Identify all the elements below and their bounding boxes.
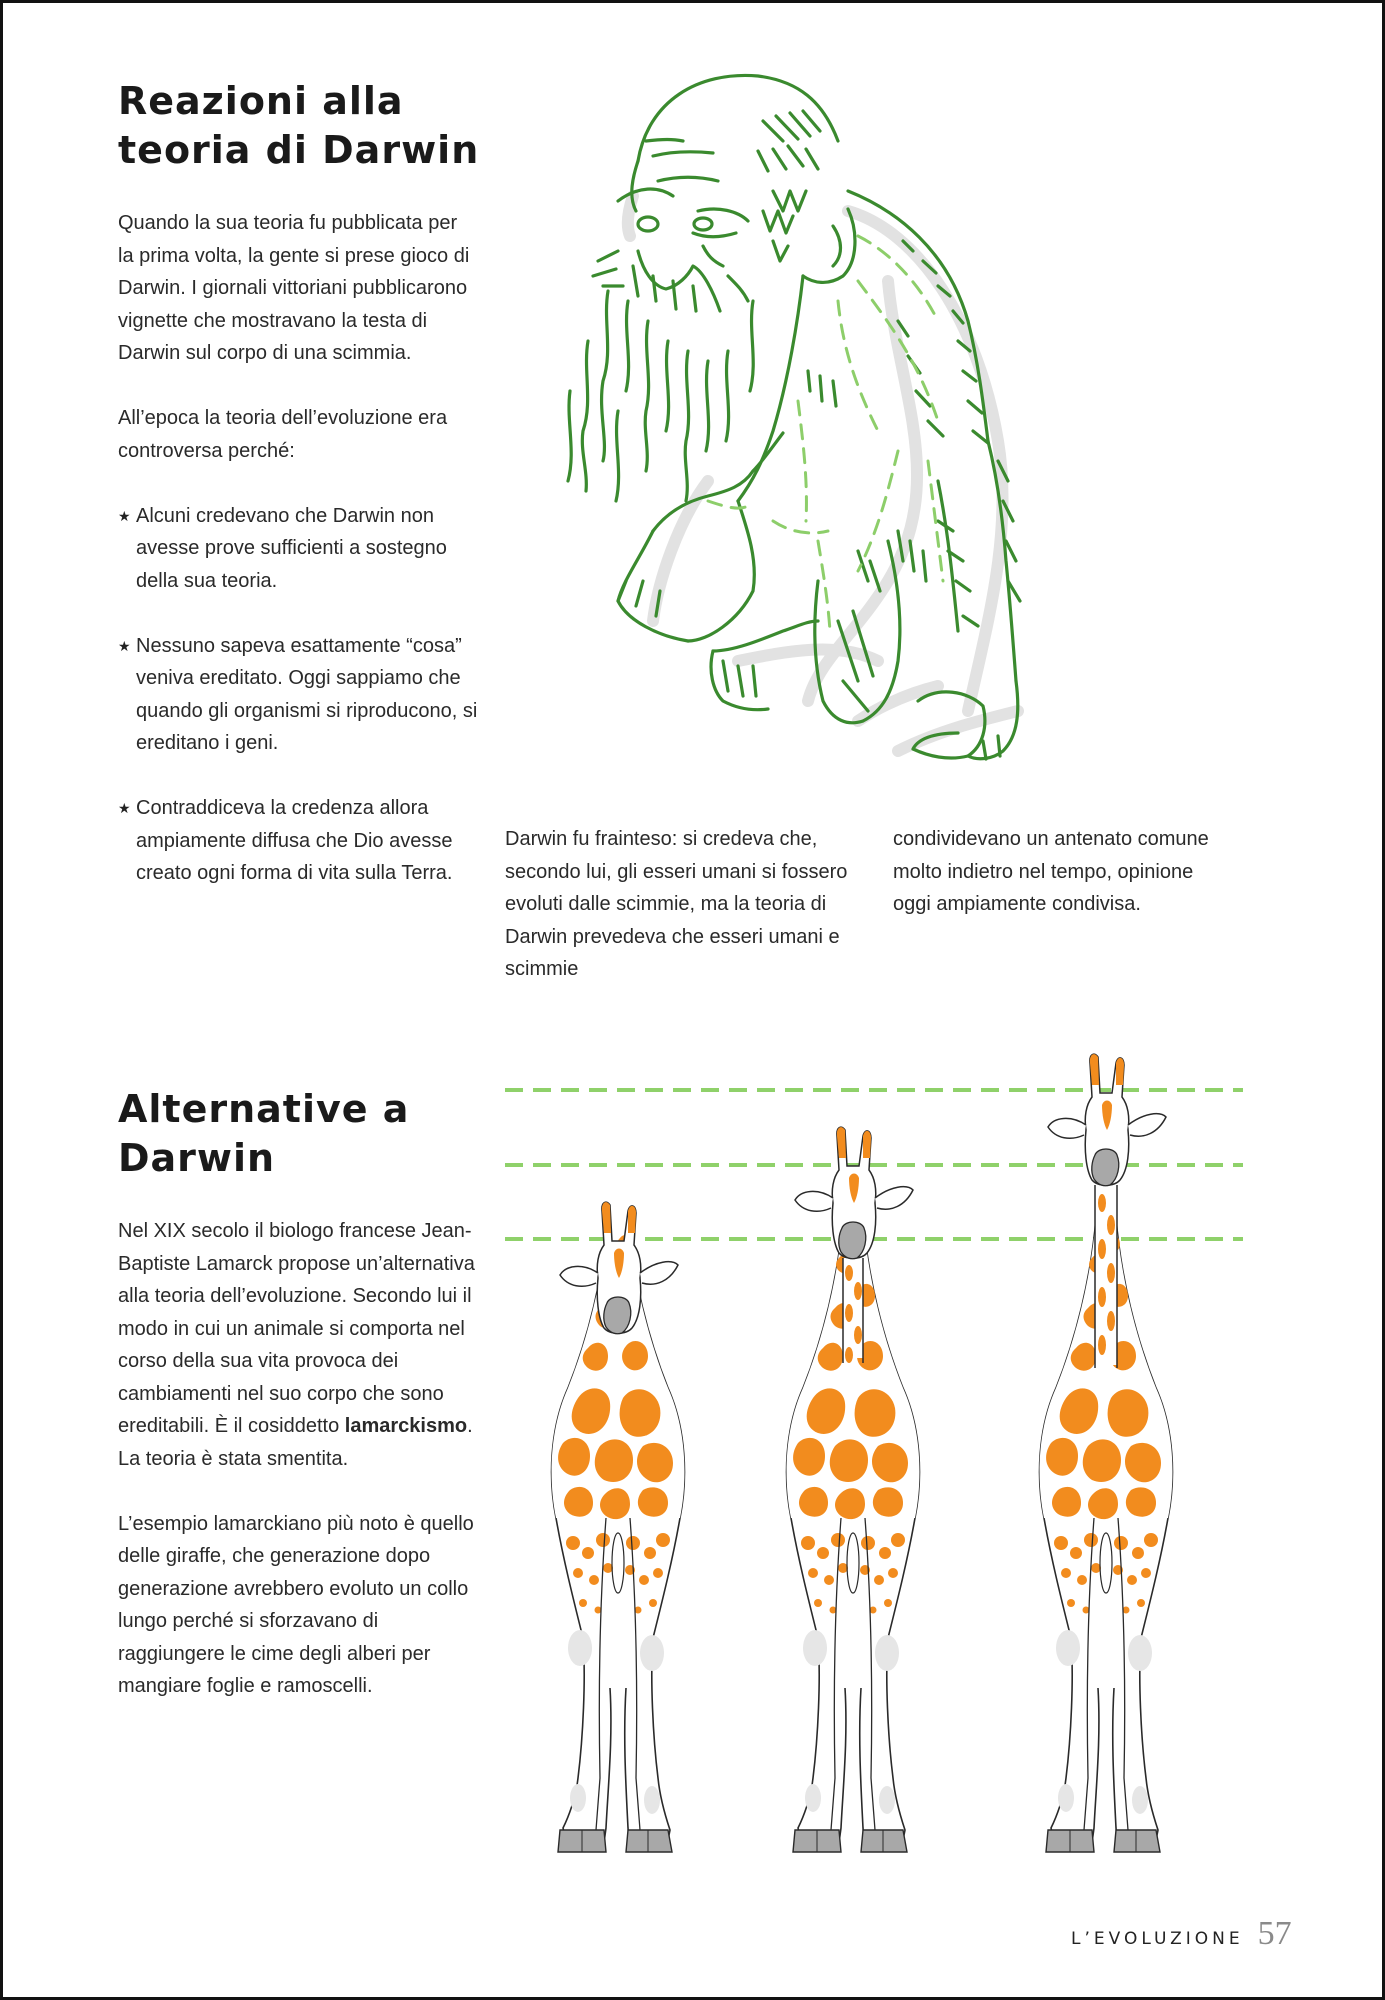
section2-left-column xyxy=(118,1215,478,1735)
page-footer xyxy=(1071,1915,1292,1953)
bullet-item xyxy=(118,630,478,760)
giraffe-long-neck xyxy=(1040,1054,1173,1852)
intro-paragraph: Quando la sua teoria fu pubblicata per la prima volta, la gente si prese gioco di Darwin. I giornali vittoriani pubblicarono vignette che mostravano la testa di Darwin sul corpo di una scimmia. xyxy=(118,212,470,364)
lead-paragraph: All’epoca la teoria dell’evoluzione era controversa perché: xyxy=(118,407,448,462)
section-title-reazioni xyxy=(118,77,479,175)
running-section-name: L’EVOLUZIONE xyxy=(1071,1929,1244,1949)
title-line: Alternative a xyxy=(118,1087,410,1131)
page-number: 57 xyxy=(1257,1915,1292,1952)
section1-left-column xyxy=(118,207,478,922)
giraffe-short-neck xyxy=(552,1202,685,1852)
caption-column-2: condividevano un antenato comune molto indietro nel tempo, opinione oggi ampiamente condivisa. xyxy=(893,828,1209,915)
title-line: Reazioni alla xyxy=(118,79,404,123)
giraffe-medium-neck xyxy=(787,1127,920,1852)
title-line: teoria di Darwin xyxy=(118,128,480,172)
darwin-ape-illustration xyxy=(558,61,1078,781)
bullet-text: Nessuno sapeva esattamente “cosa” veniva ereditato. Oggi sappiamo che quando gli organismi si riproducono, si ereditano i geni. xyxy=(136,634,478,754)
bullet-item xyxy=(118,792,478,890)
giraffe-paragraph: L’esempio lamarckiano più noto è quello delle giraffe, che generazione dopo generazione avrebbero evoluto un collo lungo perché si sforzavano di raggiungere le cime degli alberi per mangiare foglie e ramoscelli. xyxy=(118,1512,474,1697)
bullet-text: Alcuni credevano che Darwin non avesse prove sufficienti a sostegno della sua teoria. xyxy=(136,504,447,592)
title-line: Darwin xyxy=(118,1136,276,1180)
giraffe-illustration xyxy=(493,1063,1263,1863)
lamarck-paragraph xyxy=(118,1215,478,1475)
star-icon: ★ xyxy=(118,637,131,654)
caption-column-1: Darwin fu frainteso: si credeva che, secondo lui, gli esseri umani si fossero evoluti dalle scimmie, ma la teoria di Darwin prevedeva che esseri umani e scimmie xyxy=(505,828,848,980)
bullet-text: Contraddiceva la credenza allora ampiamente diffusa che Dio avesse creato ogni forma di vita sulla Terra. xyxy=(136,797,453,884)
bullet-item xyxy=(118,500,478,598)
text-run: . La teoria è stata smentita. xyxy=(118,1415,473,1470)
star-icon: ★ xyxy=(118,507,131,524)
text-run: Nel XIX secolo il biologo francese Jean-Baptiste Lamarck propose un’alternativa alla teoria dell’evoluzione. Secondo lui il modo in cui un animale si comporta nel corso della sua vita provoca dei cambiamenti nel suo corpo che sono ereditabili. È il cosiddetto xyxy=(118,1220,475,1437)
section-title-alternative xyxy=(118,1085,409,1183)
lamarckismo-term: lamarckismo xyxy=(344,1415,468,1437)
star-icon: ★ xyxy=(118,800,131,816)
